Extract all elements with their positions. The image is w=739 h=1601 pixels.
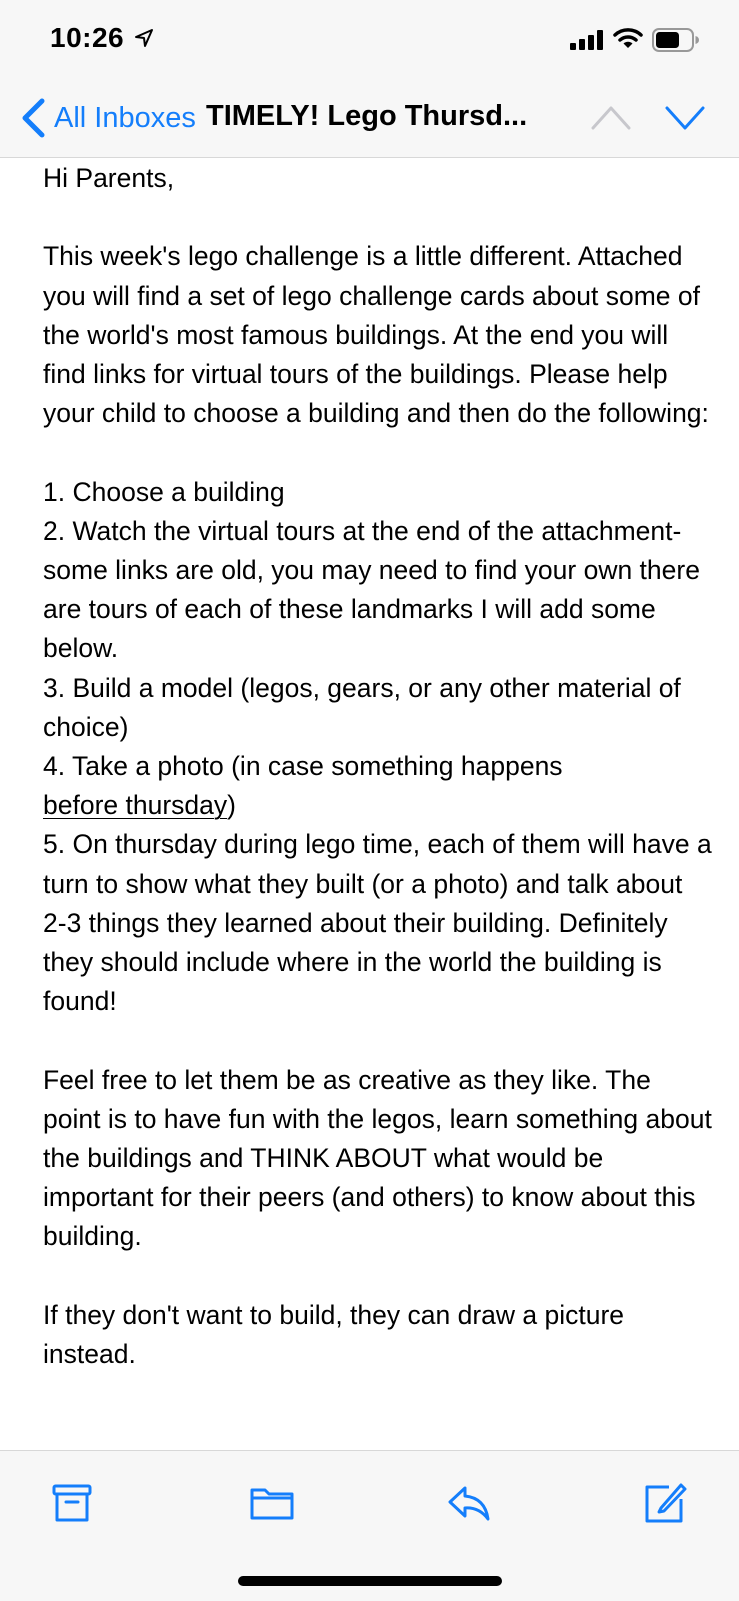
location-arrow-icon: [134, 28, 154, 48]
cellular-signal-icon: [570, 30, 604, 50]
step-4-closing: ): [227, 790, 236, 821]
navigation-bar: [0, 80, 739, 158]
folder-icon[interactable]: [250, 1481, 294, 1525]
creativity-paragraph: Feel free to let them be as creative as they like. The point is to have fun with the legos, learn something about the buildings and THINK ABOUT what would be important for their peers (and others) to know about this building.: [43, 1064, 712, 1252]
wifi-icon: [613, 26, 643, 50]
previous-message-chevron-up-icon[interactable]: [590, 102, 632, 132]
step-2: 2. Watch the virtual tours at the end of the attachment- some links are old, you may need to find your own there are tours of each of these landmarks I will add some below.: [43, 515, 700, 664]
before-thursday-link[interactable]: before thursday: [43, 790, 228, 821]
status-time: 10:26: [50, 22, 125, 53]
greeting: Hi Parents,: [43, 163, 175, 193]
reply-icon[interactable]: [447, 1481, 491, 1525]
home-indicator[interactable]: [238, 1576, 502, 1586]
intro-paragraph: This week's lego challenge is a little different. Attached you will find a set of lego challenge cards about some of the world's most famous buildings. At the end you will find links for virtual tours of the buildings. Please help your child to choose a building and then do the following:: [43, 241, 709, 429]
email-subject-title: TIMELY! Lego Thursd...: [206, 100, 528, 132]
step-1: 1. Choose a building: [43, 476, 285, 507]
chevron-left-icon: [20, 98, 46, 138]
compose-icon[interactable]: [643, 1481, 687, 1525]
drawing-alternative-paragraph: If they don't want to build, they can draw a picture instead.: [43, 1299, 625, 1370]
step-4-line-1: 4. Take a photo (in case something happens: [43, 751, 563, 782]
status-bar: [0, 0, 739, 80]
email-body: [43, 159, 713, 1374]
step-5: 5. On thursday during lego time, each of them will have a turn to show what they built (or a photo) and talk about 2-3 things they learned about their building. Definitely they should include where in the world the building is found!: [43, 829, 712, 1017]
next-message-chevron-down-icon[interactable]: [664, 102, 706, 132]
step-4: [43, 747, 713, 825]
back-to-all-inboxes-button[interactable]: [20, 96, 196, 140]
step-3: 3. Build a model (legos, gears, or any other material of choice): [43, 672, 681, 742]
archive-icon[interactable]: [50, 1481, 94, 1525]
battery-icon: [652, 28, 700, 52]
back-button-label: All Inboxes: [54, 101, 196, 134]
